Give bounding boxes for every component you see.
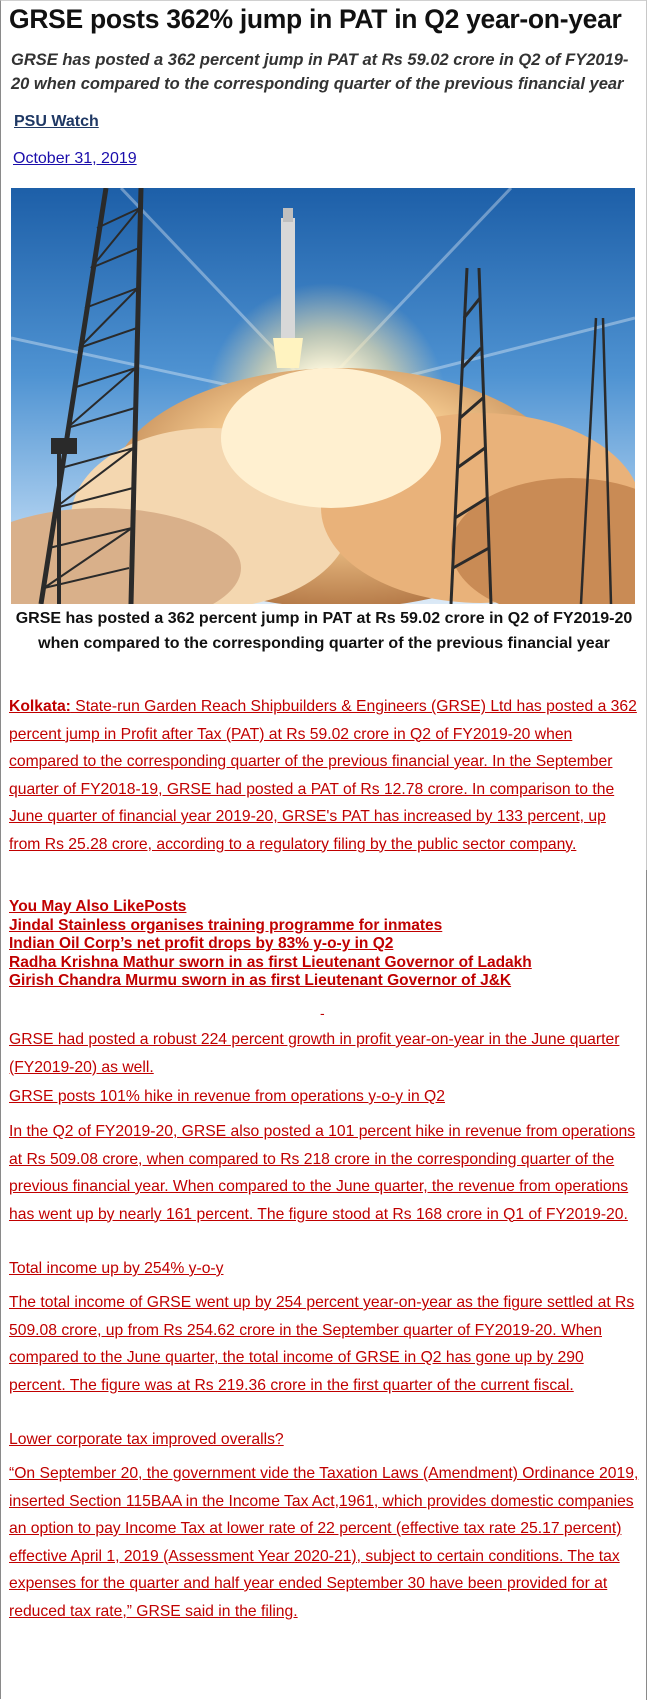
paragraph-1-text: State-run Garden Reach Shipbuilders & Engineers (GRSE) Ltd has posted a 362 percent jump in Profit after Tax (PAT) at Rs 59.02 crore in Q2 of FY2019-20 when compared to the corresponding quarter of the previous financial year. In the September quarter of FY2018-19, GRSE had posted a PAT of Rs 12.78 crore. In comparison to the June quarter of financial year 2019-20, GRSE's PAT has increased by 133 percent, up from Rs 25.28 crore, according to a regulatory filing by the public sector company.	[9, 698, 637, 853]
article-title: GRSE posts 362% jump in PAT in Q2 year-on-year	[9, 4, 622, 34]
frame-border-right-light	[646, 0, 647, 870]
article-paragraph-5: “On September 20, the government vide the Taxation Laws (Amendment) Ordinance 2019, inserted Section 115BAA in the Income Tax Act,1961, which provides domestic companies an option to pay Income Tax at lower rate of 22 percent (effective tax rate 25.17 percent) effective April 1, 2019 (Assessment Year 2020-21), subject to certain conditions. The tax expenses for the quarter and half year ended September 30 have been provided for at reduced tax rate,” GRSE said in the filing.	[9, 1465, 639, 1620]
related-link[interactable]: Girish Chandra Murmu sworn in as first Lieutenant Governor of J&K	[9, 972, 512, 989]
related-link[interactable]: Jindal Stainless organises training programme for inmates	[9, 916, 443, 934]
article-paragraph-2: GRSE had posted a robust 224 percent growth in profit year-on-year in the June quarter (FY2019-20) as well.	[9, 1031, 620, 1076]
article-subtitle: GRSE has posted a 362 percent jump in PAT at Rs 59.02 crore in Q2 of FY2019-20 when compared to the corresponding quarter of the previous financial year	[11, 51, 629, 93]
related-link[interactable]: Indian Oil Corp’s net profit drops by 83% y-o-y in Q2	[9, 935, 394, 952]
also-like-heading: You May Also LikePosts	[9, 898, 187, 915]
dateline: Kolkata:	[9, 698, 71, 715]
also-like-section	[9, 898, 639, 991]
rocket-launch-photo	[11, 188, 635, 604]
article-paragraph-4: The total income of GRSE went up by 254 percent year-on-year as the figure settled at Rs 509.08 crore, up from Rs 254.62 crore in the September quarter of FY2019-20. When compared to the June quarter, the total income of GRSE in Q2 has gone up by 290 percent. The figure was at Rs 219.36 crore in the first quarter of the current fiscal.	[9, 1294, 635, 1394]
section-heading-revenue: GRSE posts 101% hike in revenue from operations y-o-y in Q2	[9, 1088, 445, 1105]
related-link[interactable]: Radha Krishna Mathur sworn in as first Lieutenant Governor of Ladakh	[9, 953, 532, 971]
article-paragraph-1	[9, 693, 639, 858]
source-link[interactable]: PSU Watch	[14, 113, 99, 130]
date-link[interactable]: October 31, 2019	[13, 150, 137, 167]
photo-caption: GRSE has posted a 362 percent jump in PAT at Rs 59.02 crore in Q2 of FY2019-20 when compared to the corresponding quarter of the previous financial year	[15, 610, 633, 652]
article-paragraph-3: In the Q2 of FY2019-20, GRSE also posted a 101 percent hike in revenue from operations at Rs 509.08 crore, when compared to Rs 218 crore in the corresponding quarter of the previous financial year. When compared to the June quarter, the revenue from operations has went up by nearly 161 percent. The figure stood at Rs 168 crore in Q1 of FY2019-20.	[9, 1123, 636, 1223]
section-heading-tax: Lower corporate tax improved overalls?	[9, 1431, 284, 1448]
separator-dash: -	[320, 1005, 325, 1021]
section-heading-income: Total income up by 254% y-o-y	[9, 1260, 224, 1277]
frame-border-right	[646, 870, 647, 1700]
